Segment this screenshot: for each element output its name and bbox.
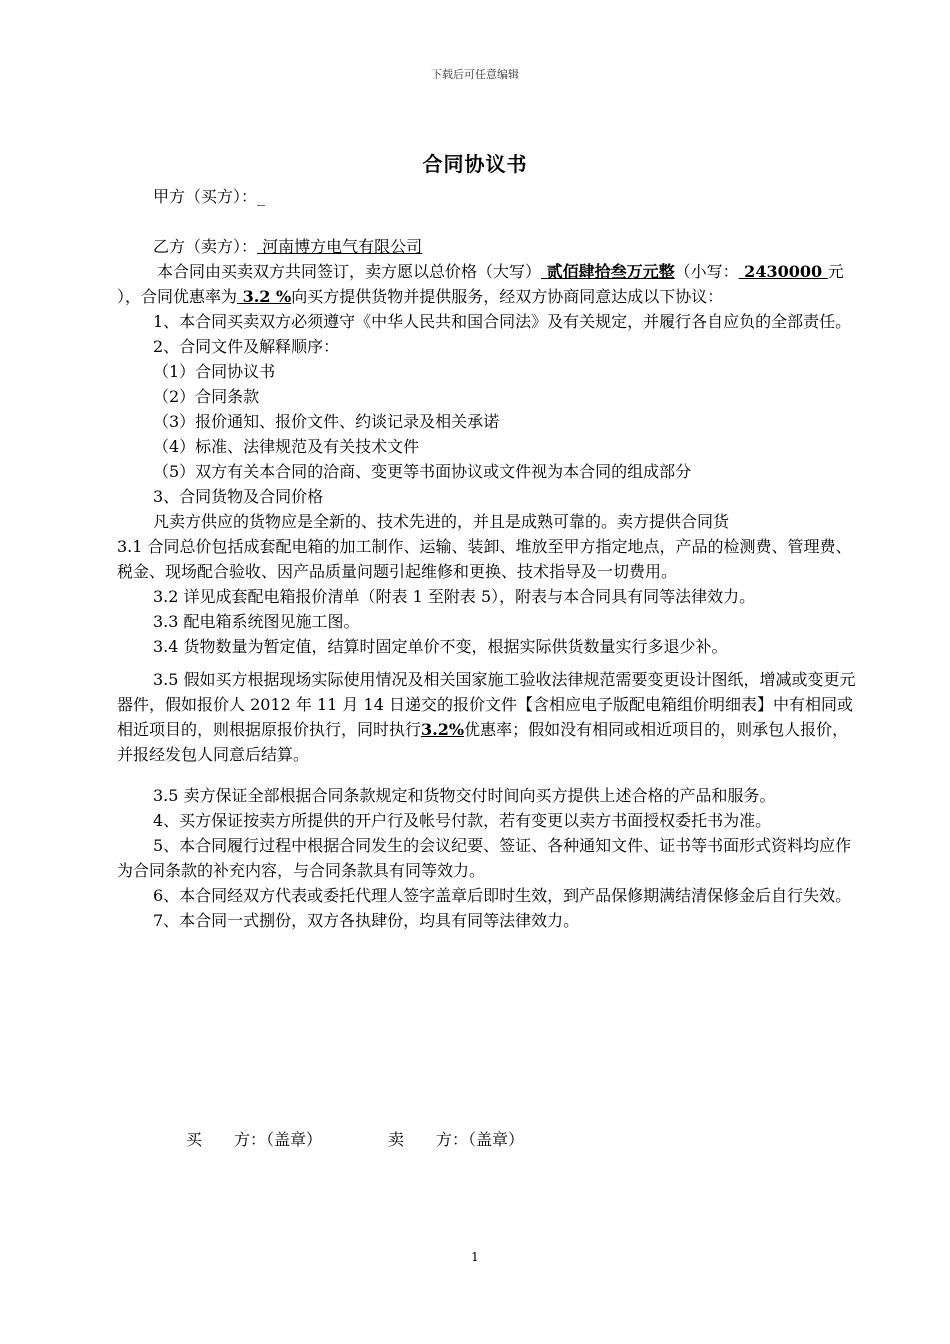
clause-2-item: （5）双方有关本合同的洽商、变更等书面协议或文件视为本合同的组成部分 <box>153 462 692 481</box>
clause-3-5a-rate: 3.2% <box>421 720 465 739</box>
party-a-line <box>117 184 857 209</box>
party-b-value: 河南博方电气有限公司 <box>257 237 423 256</box>
clause-3-5a <box>117 667 857 767</box>
intro-text-3: 元 ），合同优惠率为 <box>117 262 844 306</box>
document-body <box>117 184 857 933</box>
clause-3-5a-end: 优惠率；假如没有相同或相近项目的，则承包人报价，并报经发包人同意后结算。 <box>117 720 849 764</box>
signature-line <box>186 1127 524 1150</box>
clause-3-2: 3.2 详见成套配电箱报价清单（附表 1 至附表 5），附表与本合同具有同等法律效力。 <box>153 587 756 606</box>
header-note: 下载后可任意编辑 <box>431 68 519 81</box>
intro-text-1: 本合同由买卖双方共同签订，卖方愿以总价格（大写） <box>157 262 542 281</box>
intro-paragraph <box>117 259 857 309</box>
clause-2-item: （2）合同条款 <box>153 387 260 406</box>
discount-rate: 3.2 % <box>237 287 292 306</box>
clause-2-heading: 2、合同文件及解释顺序： <box>153 337 340 356</box>
price-words: 贰佰肆拾叁万元整 <box>541 262 675 281</box>
clause-6: 6、本合同经双方代表或委托代理人签字盖章后即时生效，到产品保修期满结清保修金后自行失效。 <box>153 886 852 905</box>
party-b-label: 乙方（卖方）： <box>153 237 258 256</box>
clause-3-heading: 3、合同货物及合同价格 <box>153 487 324 506</box>
intro-text-2: （小写： <box>674 262 739 281</box>
document-title: 合同协议书 <box>422 152 528 176</box>
party-a-label: 甲方（买方）： <box>153 187 258 206</box>
intro-text-4: 向买方提供货物并提供服务，经双方协商同意达成以下协议： <box>291 287 724 306</box>
clause-3-5a-text: 3.5 假如买方根据现场实际使用情况及相关国家施工验收法律规范需要变更设计图纸，增减或变更元器件，假如报价人 2012 年 11 月 14 日递交的报价文件【含相应电子版配电箱组价明细表】中有相同或相近项目的，则根据原报价执行，同时执行 <box>117 670 856 739</box>
seller-signature: 卖 方：（盖章） <box>388 1130 525 1149</box>
page-number: 1 <box>471 1250 479 1264</box>
price-number: 2430000 <box>738 262 828 281</box>
clause-3-intro: 凡卖方供应的货物应是全新的、技术先进的，并且是成熟可靠的。卖方提供合同货 <box>153 512 730 531</box>
clause-2-item: （3）报价通知、报价文件、约谈记录及相关承诺 <box>153 412 500 431</box>
buyer-signature: 买 方：（盖章） <box>186 1130 323 1149</box>
clause-2-item: （4）标准、法律规范及有关技术文件 <box>153 437 420 456</box>
clause-3-1: 3.1 合同总价包括成套配电箱的加工制作、运输、装卸、堆放至甲方指定地点，产品的检测费、管理费、税金、现场配合验收、因产品质量问题引起维修和更换、技术指导及一切费用。 <box>117 537 852 581</box>
clause-3-5b: 3.5 卖方保证全部根据合同条款规定和货物交付时间向买方提供上述合格的产品和服务。 <box>153 786 776 805</box>
party-b-line <box>117 234 857 259</box>
clause-2-item: （1）合同协议书 <box>153 362 276 381</box>
clause-3-3: 3.3 配电箱系统图见施工图。 <box>153 612 360 631</box>
party-a-value: _ <box>257 187 266 206</box>
clause-1: 1、本合同买卖双方必须遵守《中华人民共和国合同法》及有关规定，并履行各自应负的全部责任。 <box>153 312 852 331</box>
clause-5: 5、本合同履行过程中根据合同发生的会议纪要、签证、各种通知文件、证书等书面形式资料均应作为合同条款的补充内容，与合同条款具有同等效力。 <box>117 836 852 880</box>
clause-4: 4、买方保证按卖方所提供的开户行及帐号付款，若有变更以卖方书面授权委托书为准。 <box>153 811 772 830</box>
clause-3-4: 3.4 货物数量为暂定值，结算时固定单价不变，根据实际供货数量实行多退少补。 <box>153 637 728 656</box>
clause-7: 7、本合同一式捌份，双方各执肆份，均具有同等法律效力。 <box>153 911 580 930</box>
